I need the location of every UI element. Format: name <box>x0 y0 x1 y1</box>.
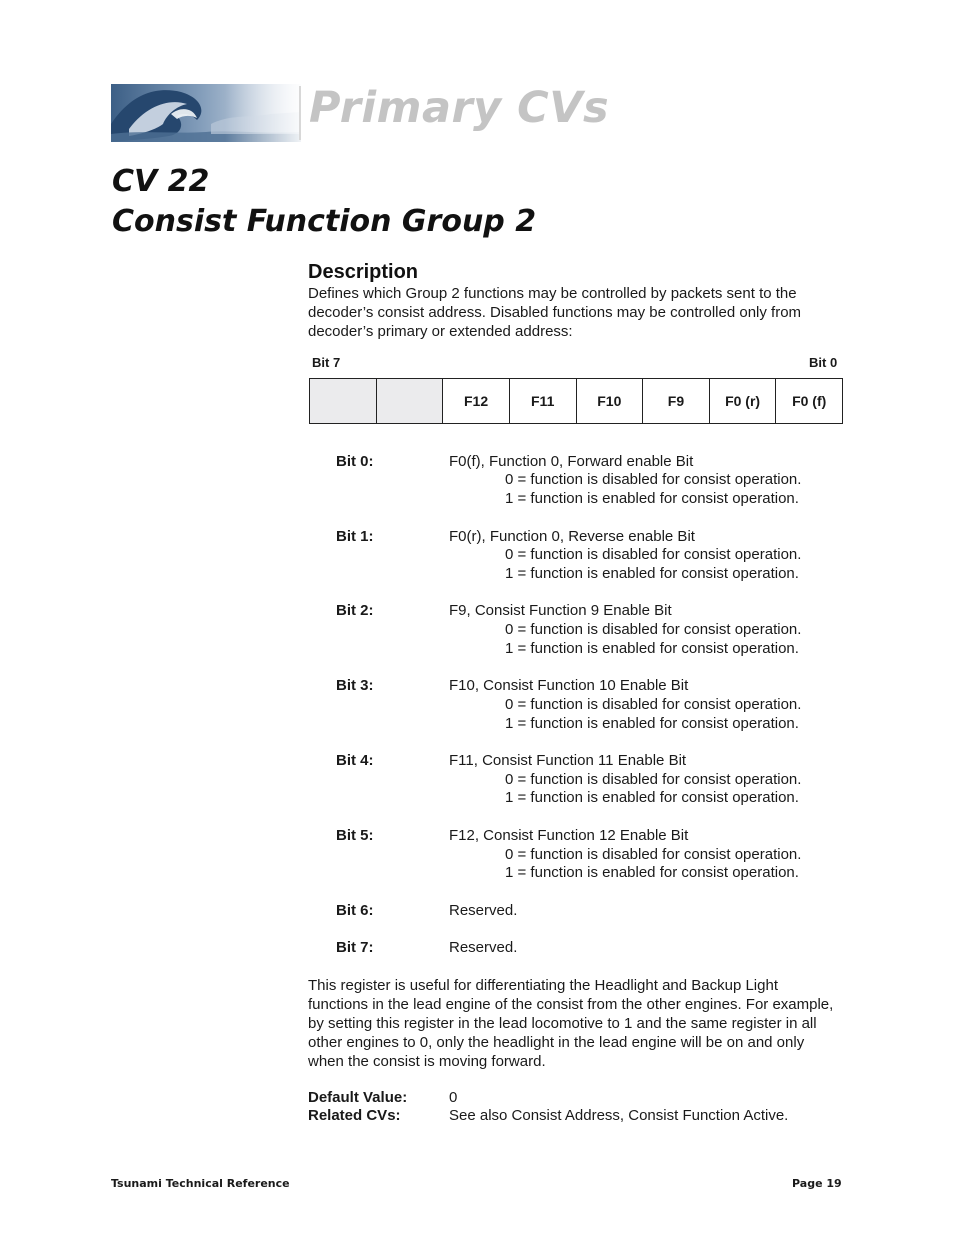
bit-cell-6 <box>377 379 444 423</box>
bit-value-0: 0 = function is disabled for consist operation. <box>505 846 802 863</box>
bit7-label: Bit 7 <box>312 355 341 370</box>
section-title: Primary CVs <box>309 83 610 133</box>
bit-cell-2: F9 <box>643 379 710 423</box>
bit-value-0: 0 = function is disabled for consist operation. <box>505 471 802 488</box>
bit-value-1: 1 = function is enabled for consist operation. <box>505 565 799 582</box>
bit-value-0: 0 = function is disabled for consist operation. <box>505 771 802 788</box>
bit-cell-4: F11 <box>510 379 577 423</box>
usage-note: This register is useful for differentiating the Headlight and Backup Light functions in the lead engine of the consist from the other engines. For example, by setting this register in the lead locomotive to 1 and the same register in all other engines to 0, only the headlight in the lead engine will be on and only when the consist is moving forward. <box>308 977 834 1070</box>
bit-cell-5: F12 <box>443 379 510 423</box>
bit0-label: Bit 0 <box>809 355 838 370</box>
bit-value-1: 1 = function is enabled for consist operation. <box>505 715 799 732</box>
description-text: Defines which Group 2 functions may be controlled by packets sent to the decoder’s consist address. Disabled functions may be controlled only from decoder’s primary or extended address: <box>308 285 802 340</box>
cv-title-name: Consist Function Group 2 <box>112 204 537 239</box>
bit-title: F0(r), Function 0, Reverse enable Bit <box>449 528 695 545</box>
bit-name: Bit 6: <box>336 902 374 919</box>
bit-name: Bit 7: <box>336 939 374 956</box>
bit-name: Bit 4: <box>336 752 374 769</box>
footer-page-number: Page 19 <box>792 1177 842 1190</box>
bit-name: Bit 2: <box>336 602 374 619</box>
default-value: 0 <box>449 1089 458 1106</box>
bit-title: Reserved. <box>449 902 518 919</box>
bit-name: Bit 3: <box>336 677 374 694</box>
bit-title: Reserved. <box>449 939 518 956</box>
bit-value-0: 0 = function is disabled for consist operation. <box>505 696 802 713</box>
bit-value-0: 0 = function is disabled for consist operation. <box>505 546 802 563</box>
cv-title-number: CV 22 <box>112 164 210 199</box>
bit-title: F12, Consist Function 12 Enable Bit <box>449 827 689 844</box>
bit-value-1: 1 = function is enabled for consist operation. <box>505 490 799 507</box>
bit-name: Bit 1: <box>336 528 374 545</box>
bit-table <box>309 378 843 424</box>
bit-title: F0(f), Function 0, Forward enable Bit <box>449 453 694 470</box>
header-divider <box>299 86 301 140</box>
bit-cell-3: F10 <box>577 379 644 423</box>
bit-cell-7 <box>310 379 377 423</box>
bit-title: F9, Consist Function 9 Enable Bit <box>449 602 672 619</box>
bit-value-0: 0 = function is disabled for consist operation. <box>505 621 802 638</box>
related-cvs-label: Related CVs: <box>308 1107 401 1124</box>
bit-value-1: 1 = function is enabled for consist operation. <box>505 640 799 657</box>
bit-cell-1: F0 (r) <box>710 379 777 423</box>
footer-document-title: Tsunami Technical Reference <box>111 1177 290 1190</box>
bit-value-1: 1 = function is enabled for consist operation. <box>505 864 799 881</box>
bit-cell-0: F0 (f) <box>792 393 827 409</box>
bit-value-1: 1 = function is enabled for consist operation. <box>505 789 799 806</box>
wave-photo-icon <box>111 84 301 142</box>
bit-title: F10, Consist Function 10 Enable Bit <box>449 677 689 694</box>
related-cvs-value: See also Consist Address, Consist Function Active. <box>449 1107 789 1124</box>
bit-title: F11, Consist Function 11 Enable Bit <box>449 752 687 769</box>
default-value-label: Default Value: <box>308 1089 408 1106</box>
description-heading: Description <box>308 261 419 283</box>
bit-name: Bit 5: <box>336 827 374 844</box>
bit-name: Bit 0: <box>336 453 374 470</box>
